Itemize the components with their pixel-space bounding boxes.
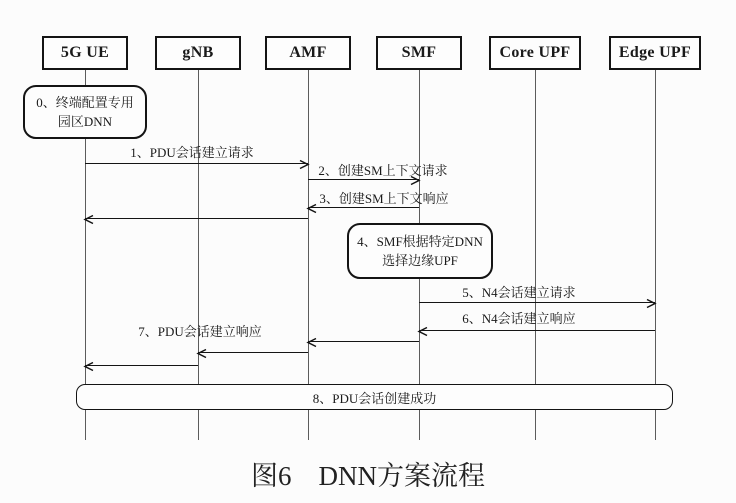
note-step0 — [23, 85, 147, 139]
actor-box-gnb: gNB — [155, 36, 241, 70]
msg3-label: 3、创建SM上下文响应 — [319, 191, 449, 206]
actor-box-5g-ue: 5G UE — [42, 36, 128, 70]
arrow-reply-to-ue — [85, 218, 308, 219]
arrowhead-left-icon — [417, 325, 430, 338]
msg1-label: 1、PDU会话建立请求 — [130, 145, 254, 160]
note-step0-line2: 园区DNN — [57, 114, 113, 129]
figure-caption: 图6 DNN方案流程 — [251, 461, 485, 491]
note-step4-line1: 4、SMF根据特定DNN — [357, 234, 483, 249]
msg2-label: 2、创建SM上下文请求 — [318, 163, 448, 178]
note-step4 — [347, 223, 493, 279]
arrowhead-left-icon — [306, 202, 319, 215]
arrowhead-left-icon — [306, 336, 319, 349]
arrow-msg1 — [85, 163, 308, 164]
note-step4-line2: 选择边缘UPF — [382, 253, 458, 268]
actor-box-core-upf: Core UPF — [489, 36, 581, 70]
msg5-label: 5、N4会话建立请求 — [462, 285, 576, 300]
actor-box-edge-upf: Edge UPF — [609, 36, 701, 70]
arrowhead-right-icon — [408, 174, 421, 187]
arrowhead-left-icon — [196, 347, 209, 360]
note-step0-line1: 0、终端配置专用 — [36, 95, 134, 110]
banner-msg8 — [76, 384, 673, 410]
arrow-msg7-amf-gnb — [198, 352, 308, 353]
banner-msg8-label: 8、PDU会话创建成功 — [312, 390, 437, 406]
arrow-msg5 — [419, 302, 655, 303]
actor-box-smf: SMF — [376, 36, 462, 70]
actor-box-amf: AMF — [265, 36, 351, 70]
arrowhead-left-icon — [83, 360, 96, 373]
arrow-msg7-gnb-ue — [85, 365, 198, 366]
arrow-msg7-smf-amf — [308, 341, 419, 342]
arrow-msg6 — [419, 330, 655, 331]
arrowhead-right-icon — [644, 297, 657, 310]
arrowhead-left-icon — [83, 213, 96, 226]
arrow-msg3 — [308, 207, 419, 208]
msg7-label: 7、PDU会话建立响应 — [138, 324, 262, 339]
arrow-msg2 — [308, 179, 419, 180]
msg6-label: 6、N4会话建立响应 — [462, 311, 576, 326]
